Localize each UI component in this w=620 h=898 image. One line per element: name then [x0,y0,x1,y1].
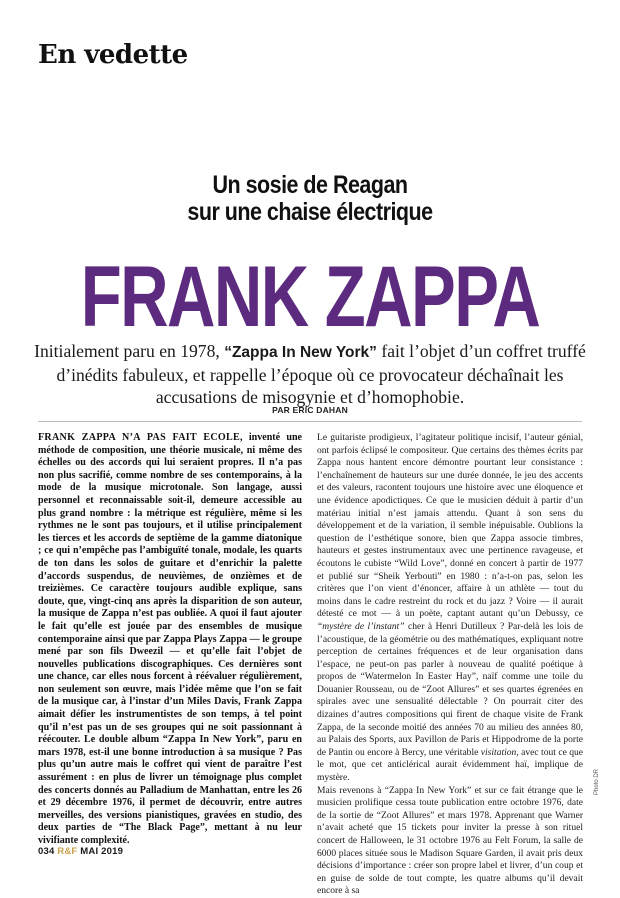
opening-caps: FRANK ZAPPA N’A PAS FAIT ECOLE [38,432,241,443]
body-column-right [317,432,583,898]
paragraph-text: , avec tout ce que le mot, que cet anticlérical aurait évidemment haï, implique de mystère. [317,746,584,784]
magazine-brand: R&F [57,846,78,857]
subtitle-line-2: sur une chaise électrique [187,198,433,226]
lead-text-start: Initialement paru en 1978, [34,341,225,361]
article-subtitle [43,172,576,226]
paragraph-text: Le guitariste prodigieux, l’agitateur politique incisif, l’auteur génial, ont parfois éclipsé le compositeur. Que certains des thèmes écrits par Zappa nous hantent encore démontre pourtant leur consistance : l’enchaînement de hauteurs sur une durée donnée, le jeu des accents et des valeurs, racontent toujours une histoire avec une éloquence et une évidence apodictiques. Ce que le musicien déduit à partir d’un matériau initial n’est jamais attendu. Quant à son sens du développement et de la variation, il semble inépuisable. Oublions la question de l’esthétique sonore, bien que Zappa associe timbres, hauteurs et gestes instrumentaux avec une pertinence ravageuse, et écoutons le cubiste “Wild Love”, donné en concert à partir de 1977 et publié sur “Sheik Yerbouti” en 1980 : n’a-t-on pas, selon les critères que l’on vient d’énoncer, affaire à un athlète — tout du moins dans le cadre restreint du rock et du jazz ? Voire — il aurait détesté ce mot — à un poète, captant autant qu’un Debussy, ce [317,432,583,620]
issue-date: MAI 2019 [80,846,124,857]
lead-album-title: “Zappa In New York” [224,344,377,361]
body-paragraph [38,432,302,848]
page-number: 034 [38,846,55,857]
paragraph-text: cher à Henri Dutilleux ? Par-delà les lois de l’acoustique, de la géométrie ou des mathématiques, expliquant notre perception de certaines fréquences et de leur organisation dans l’espace, ne peut-on pas parler à nouveau de qualité poétique à propos de “Watermelon In Easter Hay”, naïf comme une toile du Douanier Rousseau, ou de “Zoot Allures” et ses quartes égrenées en spirales avec une sensualité délectable ? On pourrait citer des dizaines d’autres compositions qui firent de chaque visite de Frank Zappa, de la seconde moitié des années 70 au milieu des années 80, au Palais des Sports, aux Pavillon de Paris et Hippodrome de la porte de Pantin ou encore à Bercy, une véritable [317,620,583,758]
author-byline: PAR ERIC DAHAN [272,405,348,415]
subtitle-line-1: Un sosie de Reagan [212,171,408,199]
article-lead [30,340,590,408]
section-heading: En vedette [38,40,188,70]
body-paragraph [317,432,583,785]
lead-text-end: fait l’objet d’un coffret truffé d’inédits fabuleux, et rappelle l’époque où ce provocateur déchaînait les accusations de misogynie et d’homophobie. [56,341,586,407]
photo-credit: Photo DR [594,768,600,795]
body-column-left [38,432,302,848]
italic-quote: “mystère de l’instant” [317,620,405,632]
paragraph-text: , inventé une méthode de composition, une théorie musicale, ni même des échelles ou des accords qui lui seraient propres. Il n’a pas non plus sacrifié, comme nombre de ses contemporains, à la mode de la musique microtonale. Son langage, aussi personnel et reconnaissable soit-il, demeure accessible au plus grand nombre : la métrique est régulière, même si les rythmes ne le sont pas toujours, et il utilise principalement les tierces et les accords de septième de la gamme diatonique ; ce qui n’empêche pas l’ambiguïté tonale, modale, les quarts de ton dans les solos de guitare et d’enrichir la palette d’accords suspendus, de neuvièmes, de onzièmes et de treizièmes. Ce caractère toujours audible explique, sans doute, que, vingt-cinq ans après la disparition de son auteur, la musique de Zappa n’est pas oubliée. A quoi il faut ajouter le fait qu’elle est jouée par des ensembles de musique contemporaine ainsi que par Zappa Plays Zappa — le groupe mené par son fils Dweezil — et qu’elle fait l’objet de nouvelles publications discographiques. Ces dernières sont une chance, car elles nous forcent à réévaluer régulièrement, non seulement son œuvre, mais l’idée même que l’on se fait de la musique car, à l’instar d’un Miles Davis, Frank Zappa aimait défier les instrumentistes de son temps, à tel point qu’il n’est pas un de ses groupes qui ne soit passionnant à réécouter. Le double album “Zappa In New York”, paru en mars 1978, est-il une bonne introduction à sa musique ? Pas plus qu’un autre mais le coffret qui vient de paraître l’est assurément : en plus de livrer un témoignage plus complet des concerts donnés au Palladium de Manhattan, entre les 26 et 29 décembre 1976, il permet de découvrir, entre autres merveilles, des versions pianistiques, gravées en studio, des deux parties de “The Black Page”, mettant à nu leur vivifiante complexité. [38,432,302,846]
page-footer [38,846,123,857]
italic-word: visitation [480,746,517,758]
byline-divider [38,421,582,422]
body-paragraph: Mais revenons à “Zappa In New York” et sur ce fait étrange que le musicien prolifique cessa toute publication entre octobre 1976, date de la sortie de “Zoot Allures” et mars 1978. Apprenant que Warner n’avait acheté que 15 tickets pour inviter la presse à son rituel concert de Halloween, le 31 octobre 1976 au Felt Forum, la salle de 6000 places située sous le Madison Square Garden, il avait pris deux décisions d’importance : créer son propre label et livrer, d’un coup et en guise de solde de tout compte, les quatre albums qu’il devait encore à sa [317,784,583,897]
article-title: FRANK ZAPPA [80,249,540,345]
